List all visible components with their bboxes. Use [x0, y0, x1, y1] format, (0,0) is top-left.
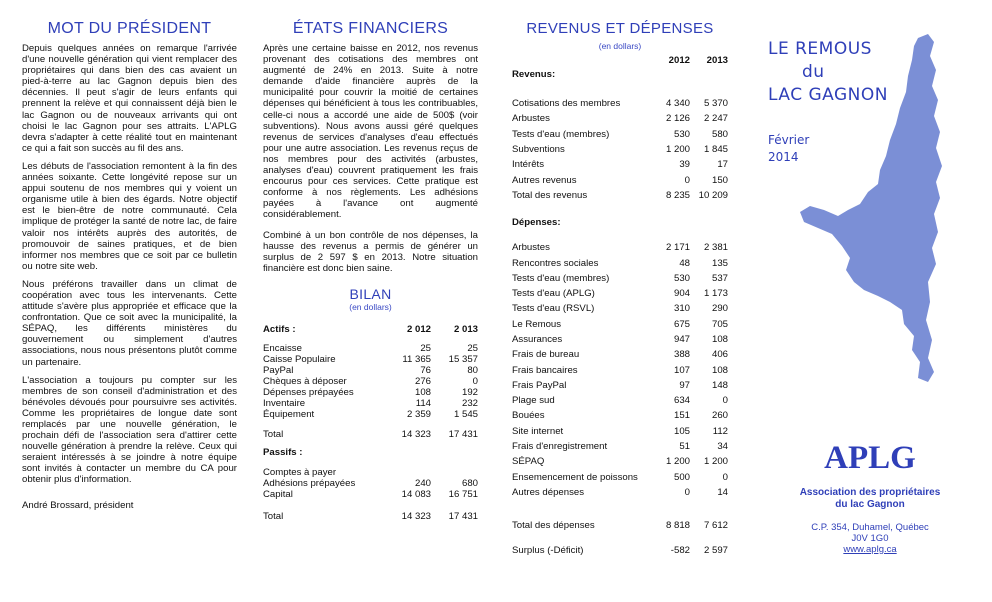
- expense-label: Tests d'eau (membres): [512, 272, 610, 284]
- table-row: [512, 347, 728, 362]
- liability-value-2013: 16 751: [448, 488, 478, 500]
- bilan-header-row: [263, 324, 478, 335]
- issue-year: 2014: [768, 150, 799, 164]
- expense-value-2012: 151: [673, 410, 690, 422]
- table-row: [263, 489, 478, 500]
- newsletter-title: [768, 38, 888, 107]
- liabilities-total-2012: 14 323: [401, 510, 431, 522]
- revenue-value-2012: 2 126: [665, 113, 690, 125]
- total-expenses-row: [512, 520, 728, 531]
- asset-value-2013: 25: [467, 342, 478, 354]
- expense-value-2013: 34: [717, 441, 728, 453]
- asset-value-2013: 0: [472, 375, 478, 387]
- org-address: [760, 522, 980, 555]
- address-line-1: C.P. 354, Duhamel, Québec: [811, 522, 929, 533]
- revenue-label: Tests d'eau (membres): [512, 128, 610, 140]
- table-row: [512, 271, 728, 286]
- expense-value-2013: 112: [712, 425, 728, 437]
- table-row: [512, 470, 728, 485]
- table-row: [512, 172, 728, 187]
- title-line-3: LAC GAGNON: [768, 85, 888, 105]
- table-row: [512, 408, 728, 423]
- expense-value-2013: 108: [711, 334, 728, 345]
- table-row: [263, 376, 478, 387]
- expense-value-2012: 904: [673, 288, 690, 300]
- table-row: [512, 286, 728, 301]
- revenue-value-2012: 8 235: [665, 189, 690, 201]
- revenus-years-row: [512, 55, 728, 66]
- table-row: [512, 301, 728, 316]
- assets-total-label: Total: [263, 428, 284, 440]
- table-row: [512, 424, 728, 439]
- expense-label: Bouées: [512, 410, 545, 422]
- asset-value-2013: 80: [467, 364, 478, 376]
- org-name: [760, 487, 980, 511]
- revenue-label: Cotisations des membres: [512, 98, 621, 110]
- expense-value-2013: 537: [711, 272, 728, 284]
- expense-label: Frais bancaires: [512, 364, 578, 376]
- expense-label: Frais d'enregistrement: [512, 441, 608, 453]
- total-expenses-label: Total des dépenses: [512, 520, 595, 532]
- expense-label: Rencontres sociales: [512, 257, 599, 269]
- financial-title: ÉTATS FINANCIERS: [292, 20, 449, 37]
- expense-label: Ensemencement de poissons: [512, 471, 638, 483]
- title-line-2: du: [802, 62, 825, 82]
- expense-value-2013: 135: [711, 257, 728, 269]
- revenue-value-2013: 580: [711, 128, 728, 140]
- asset-label: Inventaire: [263, 397, 306, 409]
- liability-value-2013: 680: [461, 477, 478, 489]
- asset-value-2013: 15 357: [448, 353, 478, 365]
- title-line-1: LE REMOUS: [768, 39, 872, 59]
- org-acronym: APLG: [824, 440, 916, 476]
- revenue-value-2013: 2 247: [703, 113, 728, 125]
- expense-value-2012: 97: [679, 379, 690, 391]
- issue-date: [768, 132, 809, 166]
- expense-label: Plage sud: [512, 395, 555, 407]
- depenses-label-row: [512, 217, 728, 228]
- liability-value-2012: [383, 467, 431, 478]
- org-name-line-2: du lac Gagnon: [835, 499, 905, 510]
- address-line-2: J0V 1G0: [851, 533, 889, 544]
- revenus-year-2: 2013: [706, 55, 728, 66]
- asset-label: Encaisse: [263, 342, 302, 354]
- asset-value-2012: 11 365: [402, 353, 431, 365]
- table-row: [512, 127, 728, 142]
- table-row: [512, 378, 728, 393]
- revenue-value-2012: 1 200: [665, 144, 690, 156]
- expense-value-2012: 1 200: [665, 456, 690, 468]
- president-paragraph-4: L'association a toujours pu compter sur les membres de son conseil d'administration et des bénévoles dévoués pour poursuivre ses activités. Comme les propriétaires de longue date sont remplacés par une nouvelle génération, le prochain défi de l'association sera d'attirer cette nouvelle génération à prendre la relève. Ceux qui seraient intéressés à se joindre à notre équipe sont invités à contacter un membre du CA pour obtenir plus d'information.: [22, 374, 237, 486]
- revenue-label: Arbustes: [512, 113, 550, 125]
- asset-value-2012: 2 359: [406, 408, 431, 420]
- expense-label: Arbustes: [512, 242, 550, 254]
- revenue-value-2012: 530: [673, 128, 690, 140]
- expense-value-2012: 0: [684, 486, 690, 498]
- table-row: [263, 409, 478, 420]
- expense-value-2013: 406: [711, 349, 728, 361]
- website-link[interactable]: www.aplg.ca: [843, 544, 897, 555]
- surplus-2012: -582: [670, 545, 690, 557]
- table-row: [263, 343, 478, 354]
- bilan-title: BILAN: [349, 285, 392, 302]
- expense-value-2012: 48: [679, 257, 690, 269]
- passifs-header-row: [263, 447, 478, 458]
- expense-value-2013: 705: [711, 318, 728, 330]
- depenses-label-table: [512, 217, 728, 228]
- revenus-label-row: [512, 69, 728, 80]
- revenue-value-2013: 5 370: [703, 98, 728, 110]
- table-row: [263, 354, 478, 365]
- org-name-line-1: Association des propriétaires: [799, 487, 941, 498]
- asset-label: PayPal: [263, 364, 294, 376]
- expense-value-2013: 2 381: [703, 242, 728, 254]
- table-row: [512, 439, 728, 454]
- liability-value-2013: [431, 467, 478, 478]
- liabilities-total-2013: 17 431: [448, 510, 478, 522]
- asset-value-2013: 1 545: [453, 408, 478, 420]
- revenus-year-1: 2012: [668, 55, 690, 66]
- expense-value-2013: 1 200: [703, 456, 728, 468]
- revenue-label: Autres revenus: [512, 174, 577, 186]
- asset-label: Dépenses prépayées: [263, 386, 354, 398]
- asset-label: Caisse Populaire: [263, 353, 336, 365]
- table-row: [512, 142, 728, 157]
- table-row: [263, 387, 478, 398]
- bilan-unit: (en dollars): [349, 301, 392, 312]
- expense-value-2012: 675: [673, 318, 690, 330]
- liabilities-total-row: [263, 511, 478, 522]
- asset-value-2012: 108: [414, 386, 431, 398]
- assets-total-row: [263, 429, 478, 440]
- expense-value-2013: 14: [717, 486, 728, 498]
- liability-label: Comptes à payer: [263, 466, 337, 478]
- expense-value-2012: 388: [673, 349, 690, 361]
- asset-label: Équipement: [263, 408, 315, 420]
- expense-label: Site internet: [512, 425, 564, 437]
- expense-value-2012: 107: [673, 364, 690, 376]
- bilan-year-1: 2 012: [406, 323, 431, 335]
- revenus-table: [512, 55, 728, 96]
- depenses-label: Dépenses:: [512, 217, 561, 229]
- asset-value-2013: 232: [461, 397, 478, 409]
- revenus-unit: (en dollars): [598, 41, 642, 51]
- asset-value-2012: 25: [420, 342, 431, 354]
- expense-value-2012: 634: [673, 395, 690, 407]
- liabilities-total-label: Total: [263, 510, 284, 522]
- revenue-value-2012: 4 340: [665, 98, 690, 110]
- expense-value-2012: 947: [673, 334, 690, 345]
- table-row: [512, 454, 728, 469]
- asset-value-2012: 276: [414, 375, 431, 387]
- expense-value-2012: 105: [673, 425, 690, 437]
- financial-column: [263, 0, 478, 522]
- total-expenses-2012: 8 818: [665, 520, 690, 532]
- expense-label: Le Remous: [512, 318, 562, 330]
- assets-total-2012: 14 323: [401, 428, 431, 440]
- expense-value-2013: 108: [711, 364, 728, 376]
- surplus-2013: 2 597: [703, 545, 728, 557]
- asset-label: Chèques à déposer: [263, 375, 347, 387]
- revenue-value-2013: 10 209: [698, 189, 728, 201]
- expense-value-2012: 500: [673, 471, 690, 483]
- revenus-title: REVENUS ET DÉPENSES: [526, 20, 714, 37]
- revenus-column: [512, 0, 728, 556]
- expense-value-2013: 0: [722, 471, 728, 483]
- expense-value-2013: 0: [722, 395, 728, 407]
- president-title: MOT DU PRÉSIDENT: [47, 20, 212, 37]
- president-paragraph-2: Les débuts de l'association remontent à la fin des années soixante. Cette longévité repose sur un appui soutenu de nos membres qui y voient un organisme utile à bien des égards. Notre objectif est le bien-être de notre communauté. Cela implique de protéger la santé de notre lac, de faire valoir nos intérêts auprès des autorités, de promouvoir de saines pratiques, et de bien informer nos membres que ce soit par ce bulletin ou notre site web.: [22, 160, 237, 272]
- revenue-rows-table: [512, 96, 728, 203]
- issue-month: Février: [768, 133, 810, 147]
- surplus-label: Surplus (-Déficit): [512, 545, 584, 557]
- table-row: [263, 365, 478, 376]
- revenus-label: Revenus:: [512, 69, 556, 80]
- asset-value-2012: 114: [415, 397, 431, 409]
- table-row: [512, 393, 728, 408]
- liability-value-2012: 240: [414, 477, 431, 489]
- expense-value-2012: 530: [673, 272, 690, 284]
- financial-paragraph-1: Après une certaine baisse en 2012, nos revenus provenant des cotisations des membres ont augmenté de 24% en 2013. Suite à notre demande d'aide financière auprès de la municipalité pour couvrir la moitié de certaines dépenses qui bénéficient à tous les contribuables, celle-ci nous a accordé une aide de 500$ (voir subventions). Nous avons aussi géré quelques revenus de services d'analyses d'eau effectués pour une autre association. Les revenus reçus de nos membres pour des activités (arbustes, analyses d'eau) couvrent pratiquement les frais encourus pour ces services. Cette pratique est conforme à nos règlements. Les adhésions payées à l'avance ont augmenté considérablement.: [263, 43, 478, 221]
- table-row: [263, 478, 478, 489]
- president-column: [22, 0, 237, 518]
- expense-value-2013: 148: [711, 379, 728, 391]
- table-row: [512, 255, 728, 270]
- expense-label: SÉPAQ: [512, 456, 545, 468]
- financial-paragraph-2: Combiné à un bon contrôle de nos dépenses, la hausse des revenus a permis de générer un surplus de 2 597 $ en 2013. Notre situation financière est donc bien saine.: [263, 229, 478, 274]
- expense-value-2013: 260: [711, 410, 728, 422]
- revenue-value-2013: 17: [717, 159, 728, 171]
- total-expenses-2013: 7 612: [703, 520, 728, 532]
- bilan-year-2: 2 013: [453, 323, 478, 335]
- expense-value-2012: 310: [673, 303, 690, 315]
- surplus-row: [512, 545, 728, 556]
- bilan-table: [263, 324, 478, 522]
- expense-value-2012: 2 171: [665, 242, 690, 254]
- table-row: [512, 485, 728, 500]
- expense-label: Tests d'eau (RSVL): [512, 303, 595, 315]
- table-row: [512, 317, 728, 332]
- table-row: [512, 188, 728, 203]
- table-row: [512, 332, 728, 347]
- expense-value-2013: 1 173: [703, 288, 728, 300]
- table-row: [263, 467, 478, 478]
- liability-value-2012: 14 083: [401, 488, 431, 500]
- expense-label: Tests d'eau (APLG): [512, 288, 595, 300]
- president-paragraph-1: Depuis quelques années on remarque l'arrivée d'une nouvelle génération qui vient remplacer des propriétaires qui dans bien des cas avaient un pied-à-terre au lac Gagnon depuis bien des décennies. Il peut s'agir de leurs enfants qui prennent la relève et qui connaissent déjà bien le lac Gagnon ou de nouveaux arrivants qui ont choisi le lac Gagnon pour ses attraits. L'APLG devra s'adapter à cette réalité tout en maintenant ce qui a fait son succès au fil des ans.: [22, 43, 237, 154]
- table-row: [512, 240, 728, 255]
- liability-label: Adhésions prépayées: [263, 477, 356, 489]
- expense-value-2012: 51: [679, 441, 690, 453]
- president-paragraph-3: Nous préférons travailler dans un climat de coopération avec tous les intervenants. Cette attitude s'avère plus appropriée et efficace que la confrontation. Que ce soit avec la municipalité, la SÉPAQ, les différents ministères du gouvernement ou simplement d'autres associations, nous nous présentons plutôt comme un partenaire.: [22, 278, 237, 368]
- table-row: [512, 157, 728, 172]
- revenue-value-2013: 150: [711, 174, 728, 186]
- president-signature: André Brossard, président: [22, 499, 134, 511]
- table-row: [263, 398, 478, 409]
- revenue-value-2012: 0: [684, 174, 690, 186]
- revenue-label: Subventions: [512, 144, 565, 156]
- actifs-label: Actifs :: [263, 323, 296, 335]
- revenue-value-2012: 39: [679, 159, 690, 171]
- expense-label: Autres dépenses: [512, 486, 584, 498]
- expense-label: Frais de bureau: [512, 349, 580, 361]
- expense-value-2013: 290: [711, 303, 728, 315]
- cover-column: [750, 0, 980, 602]
- asset-value-2013: 192: [461, 386, 478, 398]
- revenue-value-2013: 1 845: [703, 144, 728, 156]
- table-row: [512, 111, 728, 126]
- asset-value-2012: 76: [420, 364, 431, 376]
- totals-table: [512, 520, 728, 556]
- passifs-label: Passifs :: [263, 446, 303, 458]
- expense-label: Frais PayPal: [512, 379, 567, 391]
- table-row: [512, 362, 728, 377]
- expense-label: Assurances: [512, 334, 563, 345]
- liability-label: Capital: [263, 488, 293, 500]
- expense-rows-table: [512, 240, 728, 500]
- revenue-label: Total des revenus: [512, 189, 588, 201]
- assets-total-2013: 17 431: [448, 428, 478, 440]
- table-row: [512, 96, 728, 111]
- revenue-label: Intérêts: [512, 159, 544, 171]
